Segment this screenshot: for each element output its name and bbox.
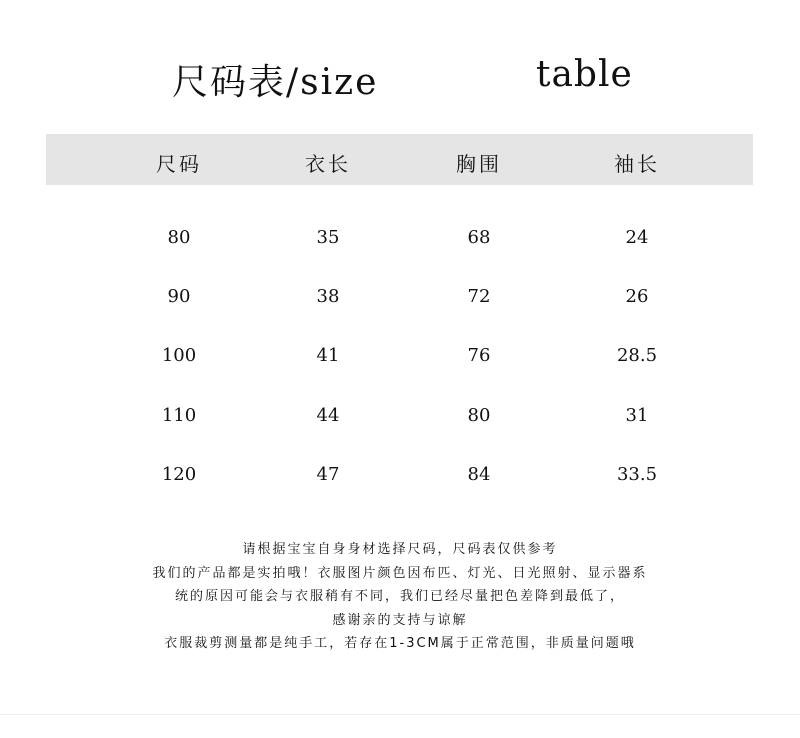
cell-size: 90 <box>167 286 191 307</box>
cell-size: 80 <box>167 227 191 248</box>
header-chest: 胸围 <box>456 152 502 176</box>
table-header <box>46 134 753 185</box>
note-line: 衣服裁剪测量都是纯手工，若存在1-3CM属于正常范围，非质量问题哦 <box>164 636 636 651</box>
cell-length: 47 <box>316 464 340 485</box>
cell-length: 44 <box>316 405 340 426</box>
note-line: 感谢亲的支持与谅解 <box>332 612 468 628</box>
table-body <box>0 185 800 505</box>
title-sub: table <box>536 54 633 95</box>
bottom-divider <box>0 714 800 715</box>
cell-size: 100 <box>161 345 197 366</box>
cell-chest: 76 <box>467 345 491 366</box>
cell-chest: 84 <box>467 464 491 485</box>
cell-size: 110 <box>161 405 197 426</box>
notes-block <box>0 538 800 656</box>
cell-chest: 68 <box>467 227 491 248</box>
table-row <box>0 286 800 316</box>
cell-size: 120 <box>161 464 197 485</box>
note-line: 统的原因可能会与衣服稍有不同，我们已经尽量把色差降到最低了， <box>174 589 625 604</box>
cell-sleeve: 28.5 <box>616 345 658 366</box>
note-line: 我们的产品都是实拍哦！衣服图片颜色因布匹、灯光、日光照射、显示器系 <box>152 565 648 581</box>
table-row <box>0 405 800 435</box>
cell-length: 38 <box>316 286 340 307</box>
size-chart-title <box>0 50 800 110</box>
cell-sleeve: 33.5 <box>616 464 658 485</box>
header-size: 尺码 <box>156 152 202 176</box>
header-sleeve: 袖长 <box>614 152 660 176</box>
cell-sleeve: 26 <box>625 286 649 307</box>
note-line: 请根据宝宝自身身材选择尺码，尺码表仅供参考 <box>242 542 558 557</box>
cell-sleeve: 31 <box>625 405 649 426</box>
table-row <box>0 345 800 375</box>
cell-sleeve: 24 <box>625 227 649 248</box>
cell-chest: 72 <box>467 286 491 307</box>
cell-length: 35 <box>316 227 340 248</box>
cell-chest: 80 <box>467 405 491 426</box>
title-main: 尺码表/size <box>172 62 379 103</box>
header-length: 衣长 <box>305 152 351 176</box>
cell-length: 41 <box>316 345 340 366</box>
table-row <box>0 227 800 257</box>
table-row <box>0 464 800 494</box>
